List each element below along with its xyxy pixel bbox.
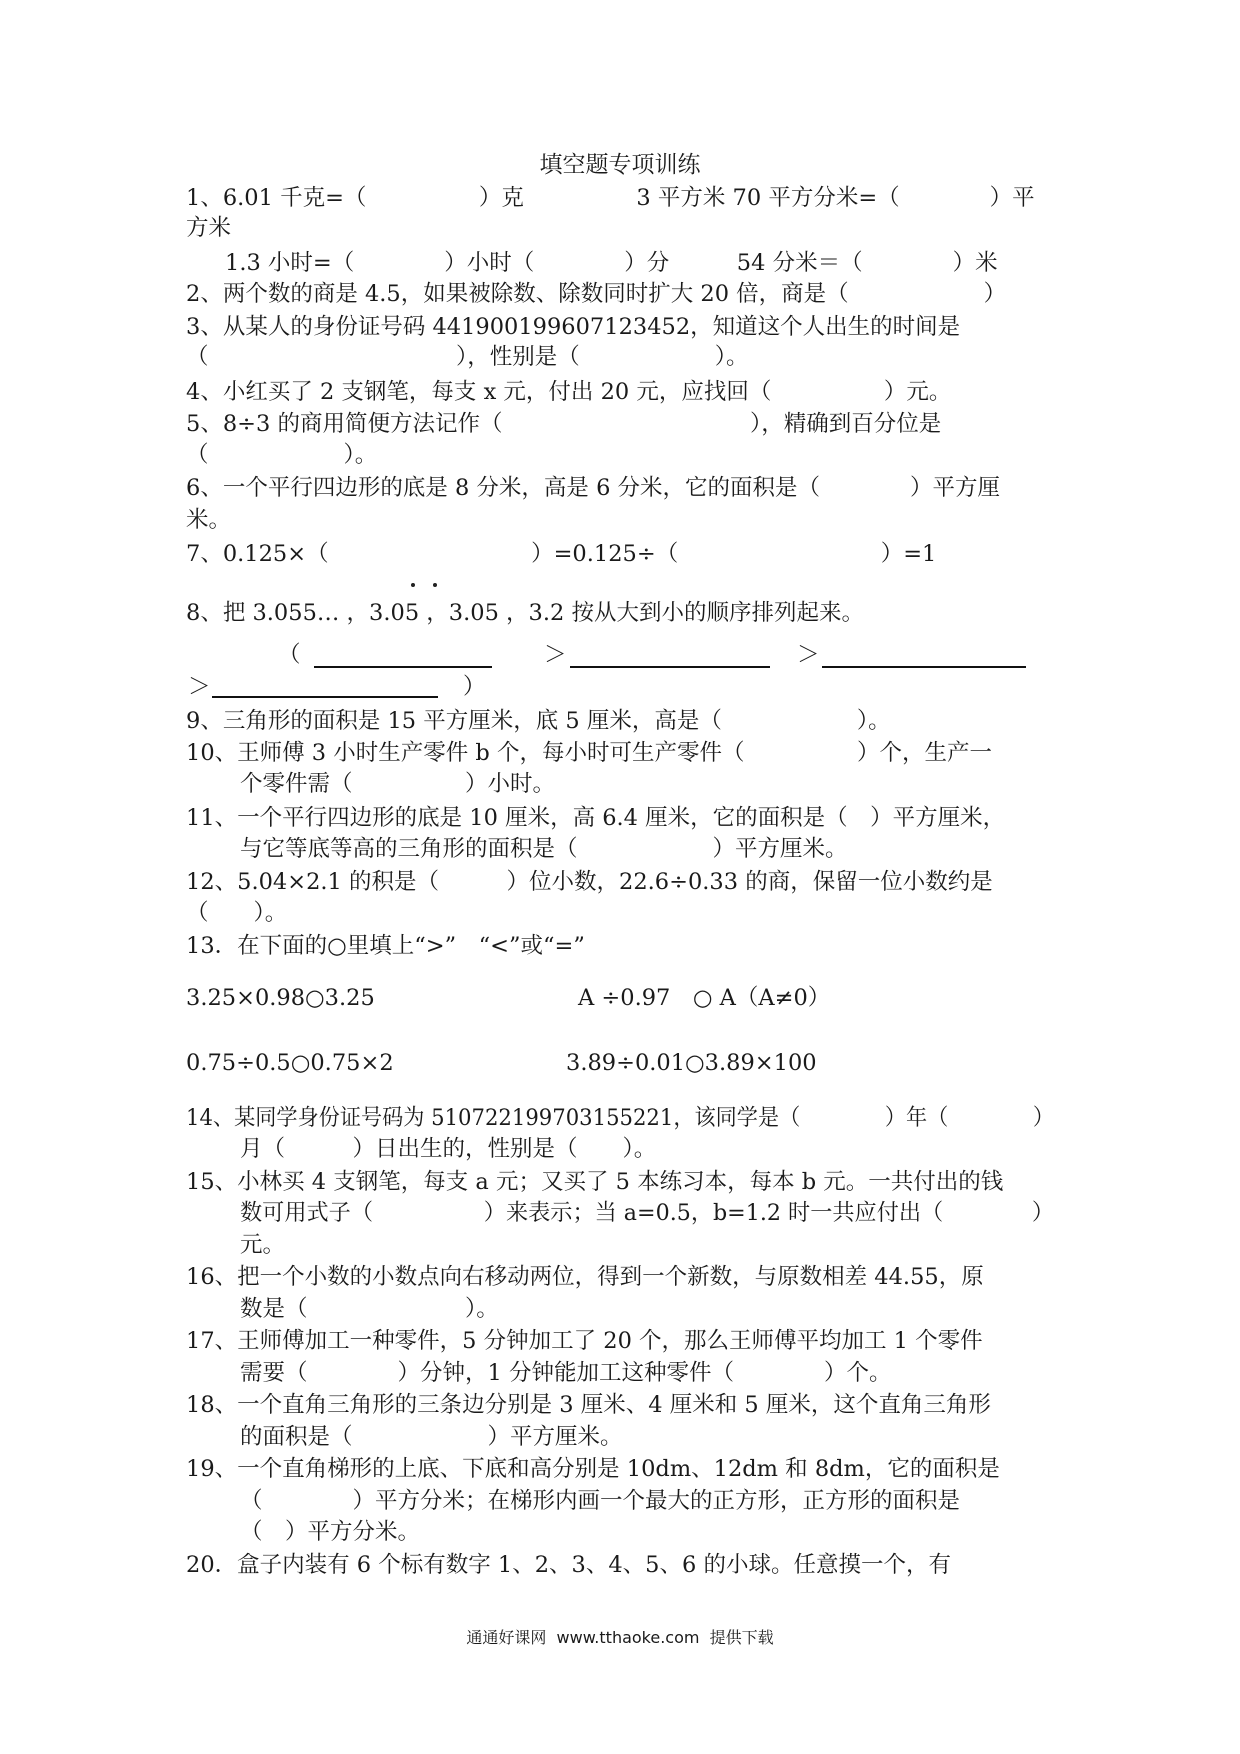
question-7: 7、0.125×（ ）=0.125÷（ ）=1 xyxy=(186,541,937,567)
question-15-line-2: 数可用式子（ ）来表示；当 a=0.5，b=1.2 时一共应付出（ ） xyxy=(240,1200,1055,1226)
question-16-line-1: 16、把一个小数的小数点向右移动两位，得到一个新数，与原数相差 44.55，原 xyxy=(186,1264,984,1290)
question-13: 13．在下面的○里填上“>” “<”或“=” xyxy=(186,933,585,959)
question-6-line-2: 米。 xyxy=(186,507,232,533)
question-14-line-1: 14、某同学身份证号码为 510722199703155221，该同学是（ ）年（ ） xyxy=(186,1105,1055,1131)
order-close-paren: ） xyxy=(463,674,486,700)
greater-than-sign: ＞ xyxy=(188,674,211,700)
question-12-line-1: 12、5.04×2.1 的积是（ ）位小数，22.6÷0.33 的商，保留一位小数约是 xyxy=(186,869,993,895)
greater-than-sign: ＞ xyxy=(797,642,820,668)
question-9: 9、三角形的面积是 15 平方厘米，底 5 厘米，高是（ ）。 xyxy=(186,708,891,734)
answer-blank xyxy=(822,666,1026,668)
question-10-line-1: 10、王师傅 3 小时生产零件 b 个，每小时可生产零件（ ）个，生产一 xyxy=(186,740,992,766)
question-15-line-1: 15、小林买 4 支钢笔，每支 a 元；又买了 5 本练习本，每本 b 元。一共付出的钱 xyxy=(186,1169,1004,1195)
question-6-line-1: 6、一个平行四边形的底是 8 分米，高是 6 分米，它的面积是（ ）平方厘 xyxy=(186,475,1001,501)
question-14-line-2: 月（ ）日出生的，性别是（ ）。 xyxy=(240,1136,657,1162)
question-8: 8、把 3.055… ，3.05 ，3.05 ，3.2 按从大到小的顺序排列起来。 xyxy=(186,600,864,626)
compare-item-4: 3.89÷0.01○3.89×100 xyxy=(566,1050,817,1076)
compare-item-1: 3.25×0.98○3.25 xyxy=(186,985,375,1011)
question-3-line-2: （ ），性别是（ ）。 xyxy=(186,344,749,370)
question-18-line-1: 18、一个直角三角形的三条边分别是 3 厘米、4 厘米和 5 厘米，这个直角三角形 xyxy=(186,1392,991,1418)
question-1-line-2: 方米 xyxy=(186,215,232,241)
question-10-line-2: 个零件需（ ）小时。 xyxy=(240,771,556,797)
page-title: 填空题专项训练 xyxy=(539,152,701,178)
question-17-line-2: 需要（ ）分钟，1 分钟能加工这种零件（ ）个。 xyxy=(240,1360,892,1386)
order-open-paren: （ xyxy=(278,642,301,668)
repeating-decimal-dot xyxy=(433,583,437,587)
question-5-line-2: （ ）。 xyxy=(186,442,378,468)
answer-blank xyxy=(212,696,438,698)
compare-item-3: 0.75÷0.5○0.75×2 xyxy=(186,1050,394,1076)
question-12-line-2: （ ）。 xyxy=(186,900,288,926)
repeating-decimal-dot xyxy=(411,583,415,587)
question-2: 2、两个数的商是 4.5，如果被除数、除数同时扩大 20 倍，商是（ ） xyxy=(186,281,1007,307)
answer-blank xyxy=(314,666,492,668)
question-16-line-2: 数是（ ）。 xyxy=(240,1296,499,1322)
question-11-line-2: 与它等底等高的三角形的面积是（ ）平方厘米。 xyxy=(240,836,848,862)
question-15-line-3: 元。 xyxy=(240,1232,286,1258)
question-20: 20．盒子内装有 6 个标有数字 1、2、3、4、5、6 的小球。任意摸一个，有 xyxy=(186,1552,951,1578)
question-5-line-1: 5、8÷3 的商用简便方法记作（ ），精确到百分位是 xyxy=(186,411,942,437)
question-19-line-3: （ ）平方分米。 xyxy=(240,1519,421,1545)
compare-item-2: A ÷0.97 ○ A（A≠0） xyxy=(578,985,831,1011)
question-18-line-2: 的面积是（ ）平方厘米。 xyxy=(240,1424,623,1450)
question-11-line-1: 11、一个平行四边形的底是 10 厘米，高 6.4 厘米，它的面积是（ ）平方厘米， xyxy=(186,805,1006,831)
greater-than-sign: ＞ xyxy=(544,642,567,668)
question-19-line-2: （ ）平方分米；在梯形内画一个最大的正方形，正方形的面积是 xyxy=(240,1488,961,1514)
question-1-line-1: 1、6.01 千克=（ ）克 3 平方米 70 平方分米=（ ）平 xyxy=(186,185,1035,211)
question-3-line-1: 3、从某人的身份证号码 441900199607123452，知道这个人出生的时间是 xyxy=(186,314,961,340)
question-1-line-3: 1.3 小时=（ ）小时（ ）分 54 分米＝（ ）米 xyxy=(225,250,998,276)
answer-blank xyxy=(570,666,770,668)
question-19-line-1: 19、一个直角梯形的上底、下底和高分别是 10dm、12dm 和 8dm，它的面积是 xyxy=(186,1456,1000,1482)
footer-credit: 通通好课网 www.tthaoke.com 提供下载 xyxy=(466,1628,774,1647)
question-17-line-1: 17、王师傅加工一种零件，5 分钟加工了 20 个，那么王师傅平均加工 1 个零件 xyxy=(186,1328,983,1354)
question-4: 4、小红买了 2 支钢笔，每支 x 元，付出 20 元，应找回（ ）元。 xyxy=(186,379,952,405)
